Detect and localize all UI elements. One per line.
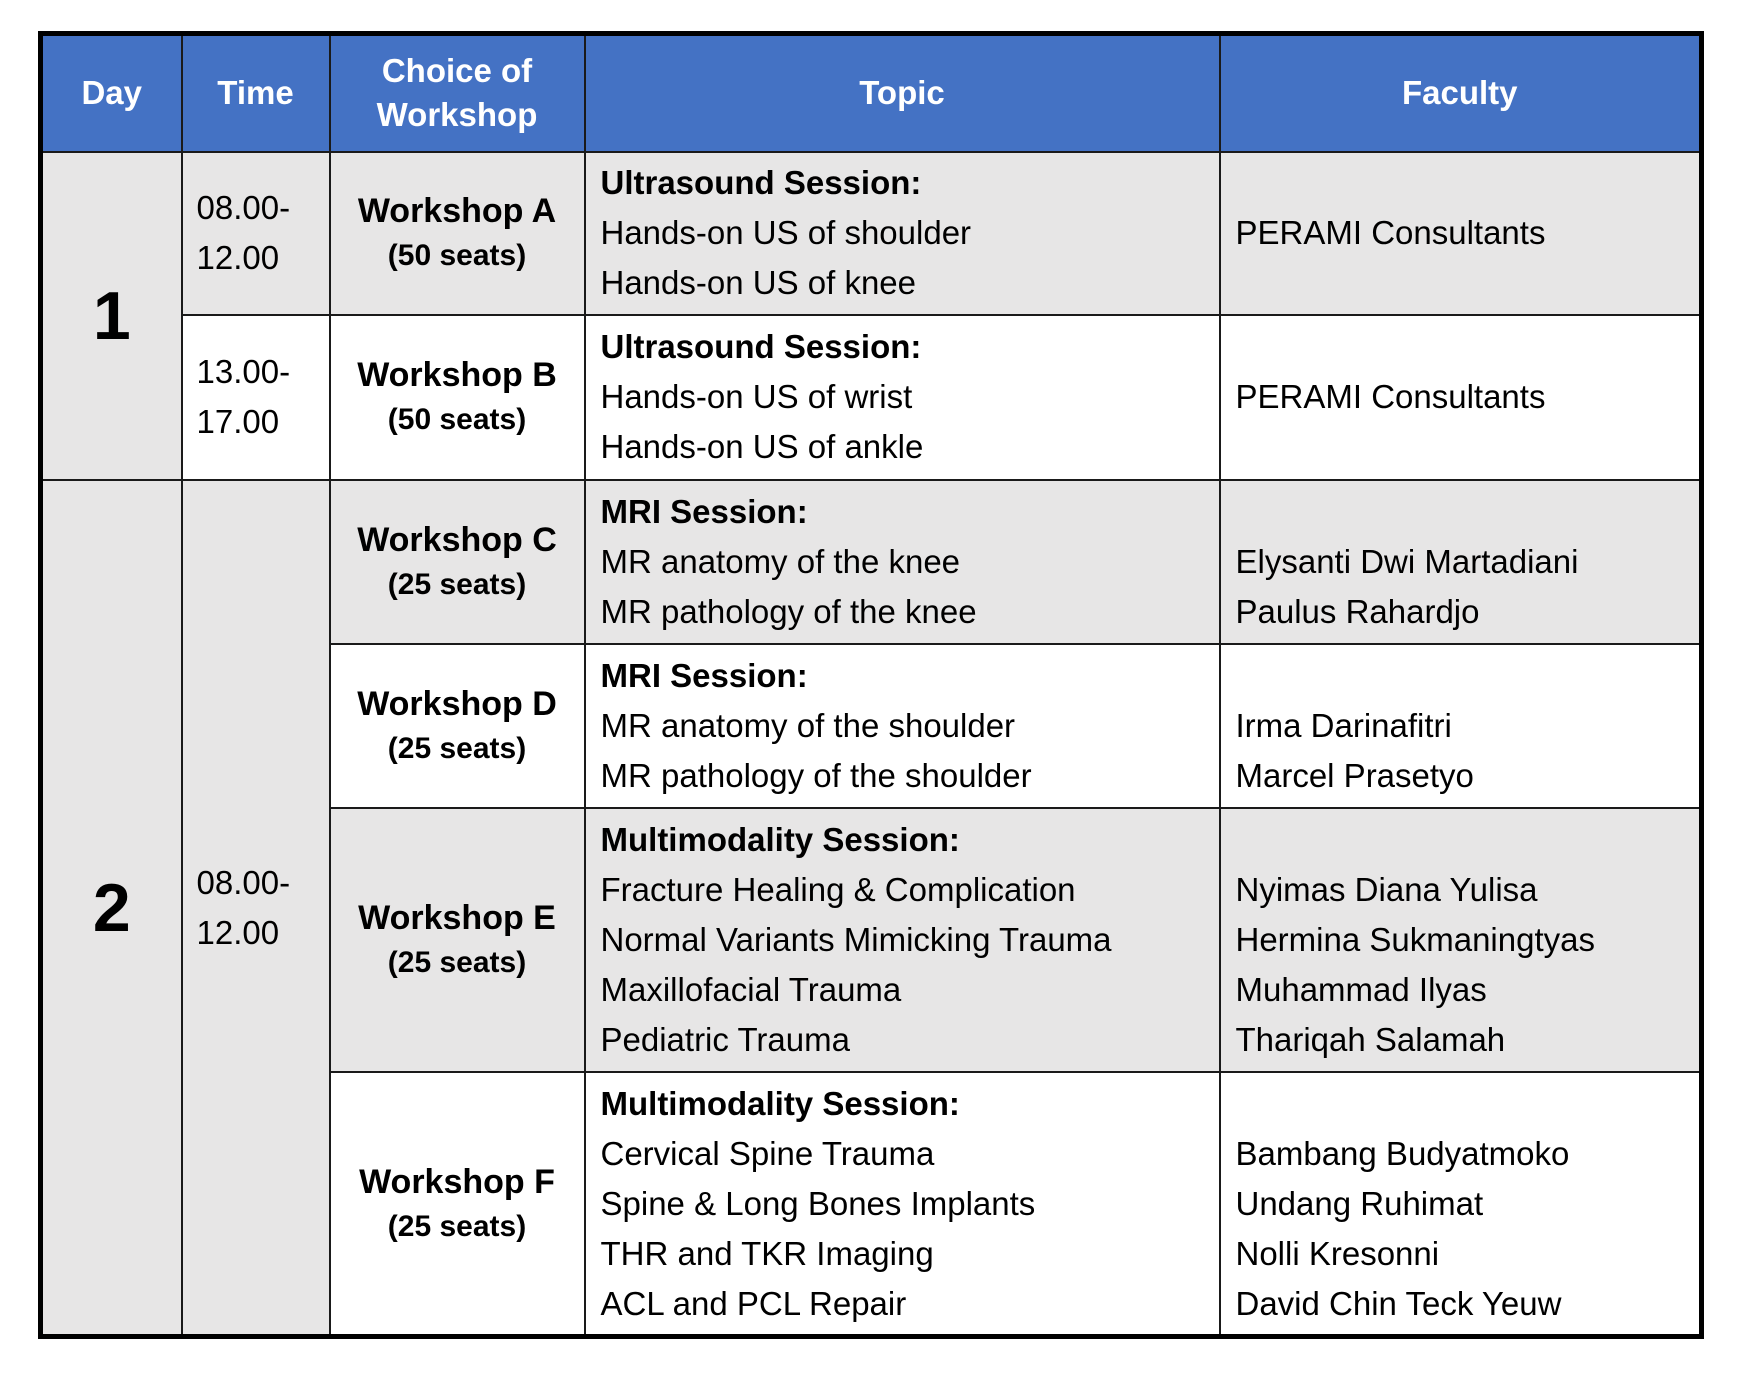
workshop-name: Workshop E bbox=[358, 898, 556, 937]
table-row-workshop-b bbox=[41, 315, 1702, 480]
workshop-name: Workshop D bbox=[357, 684, 557, 723]
table-row-workshop-c bbox=[41, 480, 1702, 644]
workshop-name: Workshop A bbox=[357, 192, 557, 231]
faculty-name: Nyimas Diana Yulisa bbox=[1235, 870, 1538, 908]
faculty-name: Muhammad Ilyas bbox=[1235, 970, 1487, 1008]
topic-item: MR anatomy of the shoulder bbox=[600, 706, 1016, 744]
time-end: 17.00 bbox=[196, 403, 280, 441]
day-cell-1: 1 bbox=[41, 152, 182, 481]
faculty-name: Marcel Prasetyo bbox=[1235, 756, 1474, 794]
workshop-name: Workshop C bbox=[357, 521, 557, 560]
topic-cell bbox=[585, 644, 1220, 807]
time-cell bbox=[182, 315, 330, 480]
header-faculty: Faculty bbox=[1220, 34, 1702, 152]
header-day: Day bbox=[41, 34, 182, 152]
workshop-seats: (25 seats) bbox=[387, 731, 527, 765]
workshop-cell bbox=[330, 152, 585, 315]
topic-cell bbox=[585, 808, 1220, 1072]
topic-item: Hands-on US of wrist bbox=[600, 378, 913, 416]
faculty-cell bbox=[1220, 315, 1702, 480]
faculty-name: PERAMI Consultants bbox=[1235, 378, 1546, 416]
topic-item: THR and TKR Imaging bbox=[600, 1234, 934, 1272]
header-workshop-line2: Workshop bbox=[376, 96, 538, 134]
faculty-cell bbox=[1220, 480, 1702, 644]
workshop-cell bbox=[330, 1072, 585, 1337]
workshop-cell bbox=[330, 644, 585, 807]
faculty-name: Hermina Sukmaningtyas bbox=[1235, 920, 1595, 958]
topic-item: Hands-on US of knee bbox=[600, 264, 917, 302]
faculty-name: Paulus Rahardjo bbox=[1235, 593, 1480, 631]
time-end: 12.00 bbox=[196, 913, 280, 951]
workshop-cell bbox=[330, 315, 585, 480]
topic-cell bbox=[585, 1072, 1220, 1337]
time-start: 08.00- bbox=[196, 189, 291, 227]
topic-item: ACL and PCL Repair bbox=[600, 1284, 907, 1322]
time-end: 12.00 bbox=[196, 239, 280, 277]
faculty-name: PERAMI Consultants bbox=[1235, 214, 1546, 252]
table-row-workshop-a bbox=[41, 152, 1702, 315]
workshop-cell bbox=[330, 808, 585, 1072]
faculty-name: Undang Ruhimat bbox=[1235, 1184, 1484, 1222]
topic-item: Spine & Long Bones Implants bbox=[600, 1184, 1036, 1222]
topic-item: Hands-on US of shoulder bbox=[600, 214, 972, 252]
workshop-seats: (50 seats) bbox=[387, 403, 527, 437]
topic-item: Pediatric Trauma bbox=[600, 1020, 850, 1058]
faculty-name: Bambang Budyatmoko bbox=[1235, 1134, 1570, 1172]
faculty-cell bbox=[1220, 644, 1702, 807]
session-title: Ultrasound Session: bbox=[600, 164, 922, 202]
workshop-name: Workshop F bbox=[359, 1162, 555, 1201]
faculty-name: Nolli Kresonni bbox=[1235, 1234, 1440, 1272]
faculty-name: Elysanti Dwi Martadiani bbox=[1235, 543, 1579, 581]
workshop-seats: (25 seats) bbox=[387, 945, 527, 979]
session-title: MRI Session: bbox=[600, 656, 808, 694]
faculty-list bbox=[1236, 487, 1700, 637]
session-title: Multimodality Session: bbox=[600, 820, 960, 858]
faculty-list bbox=[1236, 1079, 1700, 1329]
header-topic: Topic bbox=[585, 34, 1220, 152]
workshop-name: Workshop B bbox=[357, 356, 557, 395]
header-row bbox=[41, 34, 1702, 152]
session-title: Ultrasound Session: bbox=[600, 328, 922, 366]
topic-item: Fracture Healing & Complication bbox=[600, 870, 1076, 908]
session-title: Multimodality Session: bbox=[600, 1084, 960, 1122]
time-cell bbox=[182, 480, 330, 1336]
faculty-cell bbox=[1220, 152, 1702, 315]
topic-item: MR anatomy of the knee bbox=[600, 543, 961, 581]
header-workshop-line1: Choice of bbox=[381, 52, 533, 90]
topic-item: Cervical Spine Trauma bbox=[600, 1134, 935, 1172]
faculty-cell bbox=[1220, 1072, 1702, 1337]
faculty-list bbox=[1236, 651, 1700, 801]
session-title: MRI Session: bbox=[600, 493, 808, 531]
topic-item: MR pathology of the shoulder bbox=[600, 756, 1032, 794]
workshop-cell bbox=[330, 480, 585, 644]
faculty-cell bbox=[1220, 808, 1702, 1072]
topic-cell bbox=[585, 315, 1220, 480]
topic-item: Normal Variants Mimicking Trauma bbox=[600, 920, 1112, 958]
faculty-name: David Chin Teck Yeuw bbox=[1235, 1284, 1562, 1322]
day-cell-2: 2 bbox=[41, 480, 182, 1336]
topic-item: Hands-on US of ankle bbox=[600, 428, 924, 466]
workshop-seats: (25 seats) bbox=[387, 1209, 527, 1243]
header-workshop bbox=[330, 34, 585, 152]
topic-item: Maxillofacial Trauma bbox=[600, 970, 902, 1008]
faculty-name: Irma Darinafitri bbox=[1235, 706, 1452, 744]
faculty-name: Thariqah Salamah bbox=[1235, 1020, 1506, 1058]
time-start: 13.00- bbox=[196, 353, 291, 391]
header-time: Time bbox=[182, 34, 330, 152]
topic-cell bbox=[585, 152, 1220, 315]
topic-item: MR pathology of the knee bbox=[600, 593, 977, 631]
workshop-schedule-table bbox=[38, 31, 1704, 1339]
time-start: 08.00- bbox=[196, 863, 291, 901]
topic-cell bbox=[585, 480, 1220, 644]
faculty-list bbox=[1236, 815, 1700, 1065]
workshop-seats: (50 seats) bbox=[387, 239, 527, 273]
time-cell bbox=[182, 152, 330, 315]
workshop-seats: (25 seats) bbox=[387, 568, 527, 602]
